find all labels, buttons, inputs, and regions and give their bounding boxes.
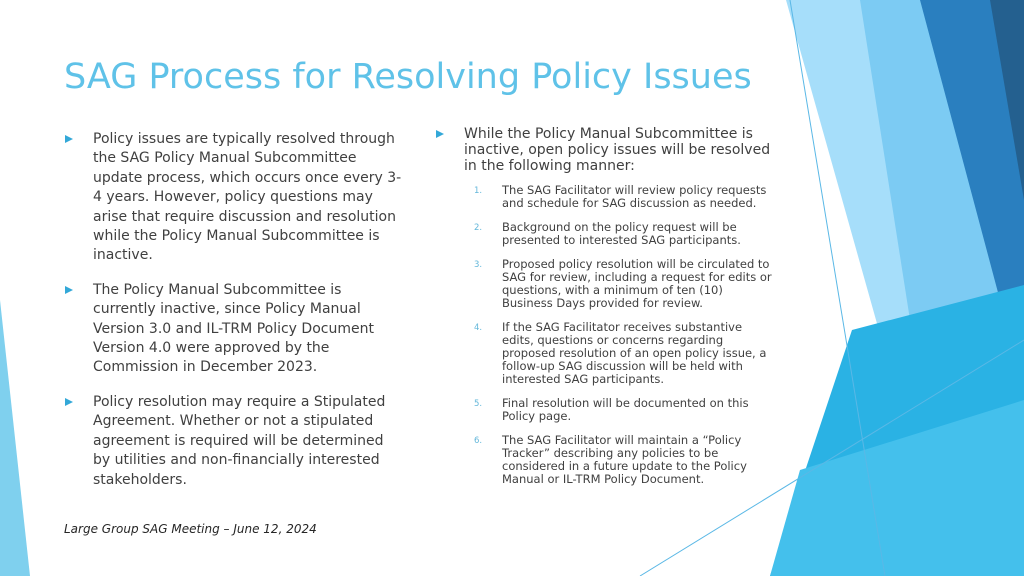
- step-text: If the SAG Facilitator receives substantive edits, questions or concerns regarding proposed resolution of an open policy issue, a follow-up SAG discussion will be held with interested SAG participants.: [502, 320, 767, 386]
- step-number: 6.: [474, 436, 483, 446]
- process-step: [435, 258, 775, 310]
- left-bullet-text: The Policy Manual Subcommittee is currently inactive, since Policy Manual Version 3.0 and IL-TRM Policy Document Version 4.0 were approved by the Commission in December 2023.: [93, 281, 374, 376]
- left-bullet-list: [64, 130, 404, 505]
- step-text: Proposed policy resolution will be circulated to SAG for review, including a request for edits or questions, with a minimum of ten (10) Business Days provided for review.: [502, 257, 772, 310]
- left-bullet-text: Policy issues are typically resolved through the SAG Policy Manual Subcommittee update process, which occurs once every 3-4 years. However, policy questions may arise that require discussion and resolution while the Policy Manual Subcommittee is inactive.: [93, 131, 402, 264]
- step-number: 2.: [474, 223, 483, 233]
- process-step: [435, 184, 775, 210]
- arrow-bullet-icon: [65, 398, 73, 406]
- left-bullet: [64, 281, 404, 378]
- slide-title: SAG Process for Resolving Policy Issues: [64, 57, 752, 97]
- step-text: Final resolution will be documented on this Policy page.: [502, 396, 749, 423]
- slide-footer: Large Group SAG Meeting – June 12, 2024: [64, 522, 317, 536]
- right-column: [435, 126, 775, 497]
- step-number: 3.: [474, 260, 483, 270]
- arrow-bullet-icon: [65, 135, 73, 143]
- step-number: 5.: [474, 399, 483, 409]
- step-text: The SAG Facilitator will maintain a “Policy Tracker” describing any policies to be considered in a future update to the Policy Manual or IL-TRM Policy Document.: [502, 433, 747, 486]
- left-bullet: [64, 393, 404, 490]
- left-edge-shape: [0, 300, 30, 576]
- process-step: [435, 434, 775, 486]
- left-bullet: [64, 130, 404, 266]
- step-text: Background on the policy request will be presented to interested SAG participants.: [502, 220, 741, 247]
- right-intro: [435, 126, 775, 174]
- process-step: [435, 221, 775, 247]
- right-intro-text: While the Policy Manual Subcommittee is inactive, open policy issues will be resolved in the following manner:: [464, 126, 771, 174]
- arrow-bullet-icon: [65, 286, 73, 294]
- step-text: The SAG Facilitator will review policy requests and schedule for SAG discussion as needed.: [502, 183, 767, 210]
- process-steps-list: [435, 184, 775, 486]
- step-number: 1.: [474, 186, 483, 196]
- left-bullet-text: Policy resolution may require a Stipulated Agreement. Whether or not a stipulated agreement is required will be determined by utilities and non-financially interested stakeholders.: [93, 393, 386, 488]
- process-step: [435, 321, 775, 386]
- step-number: 4.: [474, 323, 483, 333]
- arrow-bullet-icon: [436, 130, 444, 138]
- process-step: [435, 397, 775, 423]
